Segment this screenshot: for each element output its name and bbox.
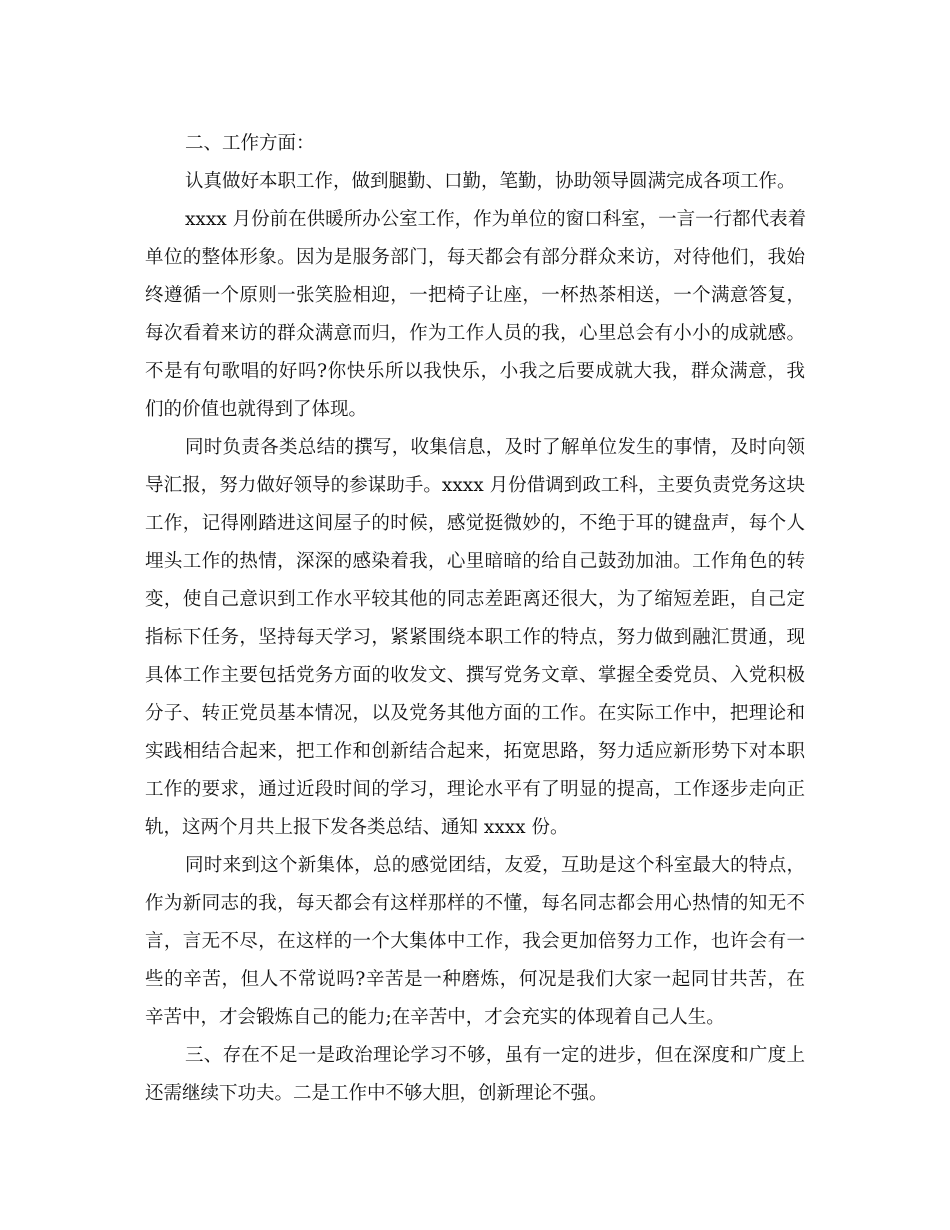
paragraph-office-line: 终遵循一个原则一张笑脸相迎，一把椅子让座，一杯热茶相送，一个满意答复，	[145, 285, 805, 306]
paragraph-office-line: 不是有句歌唱的好吗?你快乐所以我快乐，小我之后要成就大我，群众满意，我	[145, 361, 805, 382]
paragraph-party-line: 变，使自己意识到工作水平较其他的同志差距离还很大，为了缩短差距，自己定	[145, 589, 805, 610]
section-heading-work: 二、工作方面：	[185, 133, 315, 154]
paragraph-team-line: 些的辛苦，但人不常说吗?辛苦是一种磨炼，何况是我们大家一起同甘共苦，在	[145, 969, 805, 990]
paragraph-office-line: 每次看着来访的群众满意而归，作为工作人员的我，心里总会有小小的成就感。	[145, 323, 805, 344]
paragraph-team-line: 言，言无不尽，在这样的一个大集体中工作，我会更加倍努力工作，也许会有一	[145, 931, 805, 952]
paragraph-intro: 认真做好本职工作，做到腿勤、口勤，笔勤，协助领导圆满完成各项工作。	[185, 171, 796, 192]
paragraph-party-line: 工作的要求，通过近段时间的学习，理论水平有了明显的提高，工作逐步走向正	[145, 779, 805, 800]
paragraph-party-line: 实践相结合起来，把工作和创新结合起来，拓宽思路，努力适应新形势下对本职	[145, 741, 805, 762]
paragraph-shortcomings-line: 三、存在不足一是政治理论学习不够，虽有一定的进步，但在深度和广度上	[185, 1045, 805, 1066]
paragraph-party-line: 同时负责各类总结的撰写，收集信息，及时了解单位发生的事情，及时向领	[185, 437, 805, 458]
paragraph-office-line: xxxx 月份前在供暖所办公室工作，作为单位的窗口科室，一言一行都代表着	[185, 209, 807, 230]
paragraph-team-line: 作为新同志的我，每天都会有这样那样的不懂，每名同志都会用心热情的知无不	[145, 893, 805, 914]
paragraph-office-line: 单位的整体形象。因为是服务部门，每天都会有部分群众来访，对待他们，我始	[145, 247, 805, 268]
paragraph-shortcomings-line: 还需继续下功夫。二是工作中不够大胆，创新理论不强。	[145, 1083, 608, 1104]
paragraph-party-line: 导汇报，努力做好领导的参谋助手。xxxx 月份借调到政工科，主要负责党务这块	[145, 475, 805, 496]
paragraph-party-line: 埋头工作的热情，深深的感染着我，心里暗暗的给自己鼓劲加油。工作角色的转	[145, 551, 805, 572]
paragraph-party-line: 工作，记得刚踏进这间屋子的时候，感觉挺微妙的，不绝于耳的键盘声，每个人	[145, 513, 805, 534]
paragraph-party-line: 指标下任务，坚持每天学习，紧紧围绕本职工作的特点，努力做到融汇贯通，现	[145, 627, 805, 648]
paragraph-party-line: 分子、转正党员基本情况，以及党务其他方面的工作。在实际工作中，把理论和	[145, 703, 805, 724]
paragraph-team-line: 辛苦中，才会锻炼自己的能力;在辛苦中，才会充实的体现着自己人生。	[145, 1007, 725, 1028]
paragraph-party-line: 具体工作主要包括党务方面的收发文、撰写党务文章、掌握全委党员、入党积极	[145, 665, 805, 686]
paragraph-team-line: 同时来到这个新集体，总的感觉团结，友爱，互助是这个科室最大的特点，	[185, 855, 805, 876]
paragraph-office-line: 们的价值也就得到了体现。	[145, 399, 368, 420]
paragraph-party-line: 轨，这两个月共上报下发各类总结、通知 xxxx 份。	[145, 817, 569, 838]
